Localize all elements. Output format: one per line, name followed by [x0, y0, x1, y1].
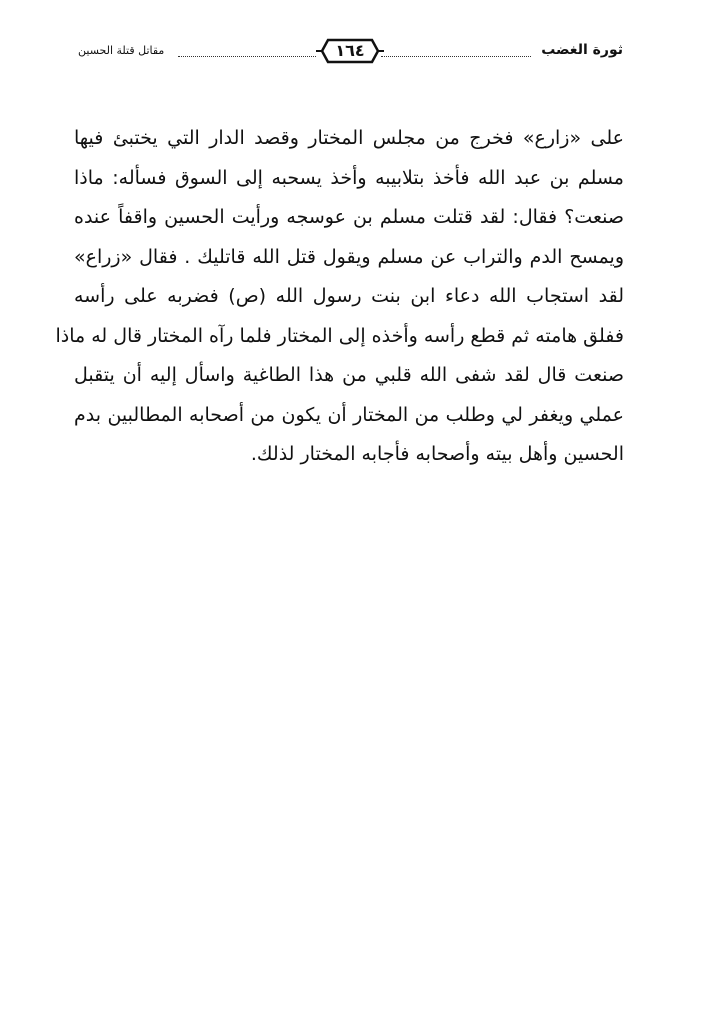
text-line: ويمسح الدم والتراب عن مسلم ويقول قتل الله قاتليك . فقال «زراع» [74, 245, 624, 268]
text-line: لقد استجاب الله دعاء ابن بنت رسول الله (ص) فضربه على رأسه [74, 285, 624, 307]
chapter-title: مقاتل قتلة الحسين [78, 44, 165, 57]
header-dots-left [178, 56, 316, 57]
text-line: على «زارع» فخرج من مجلس المختار وقصد الدار التي يختبئ فيها [74, 127, 624, 149]
text-line: مسلم بن عبد الله فأخذ بتلابيبه وأخذ يسحبه إلى السوق فسأله: ماذا [74, 166, 624, 189]
text-line: ففلق هامته ثم قطع رأسه وأخذه إلى المختار فلما رآه المختار قال له ماذا [55, 324, 624, 347]
body-paragraph [55, 119, 624, 475]
header-dots-right [381, 56, 531, 57]
book-title: ثورة الغضب [541, 42, 623, 58]
text-line: عملي ويغفر لي وطلب من المختار أن يكون من أصحابه المطالبين بدم [74, 403, 624, 426]
page-number-frame [316, 36, 384, 66]
page-number: ١٦٤ [335, 41, 365, 60]
text-line: صنعت قال لقد شفى الله قلبي من هذا الطاغية واسأل إليه أن يتقبل [74, 364, 624, 386]
page-header [78, 34, 623, 68]
text-line: الحسين وأهل بيته وأصحابه فأجابه المختار لذلك. [250, 443, 624, 465]
text-line: صنعت؟ فقال: لقد قتلت مسلم بن عوسجه ورأيت الحسين واقفاً عنده [74, 206, 624, 228]
